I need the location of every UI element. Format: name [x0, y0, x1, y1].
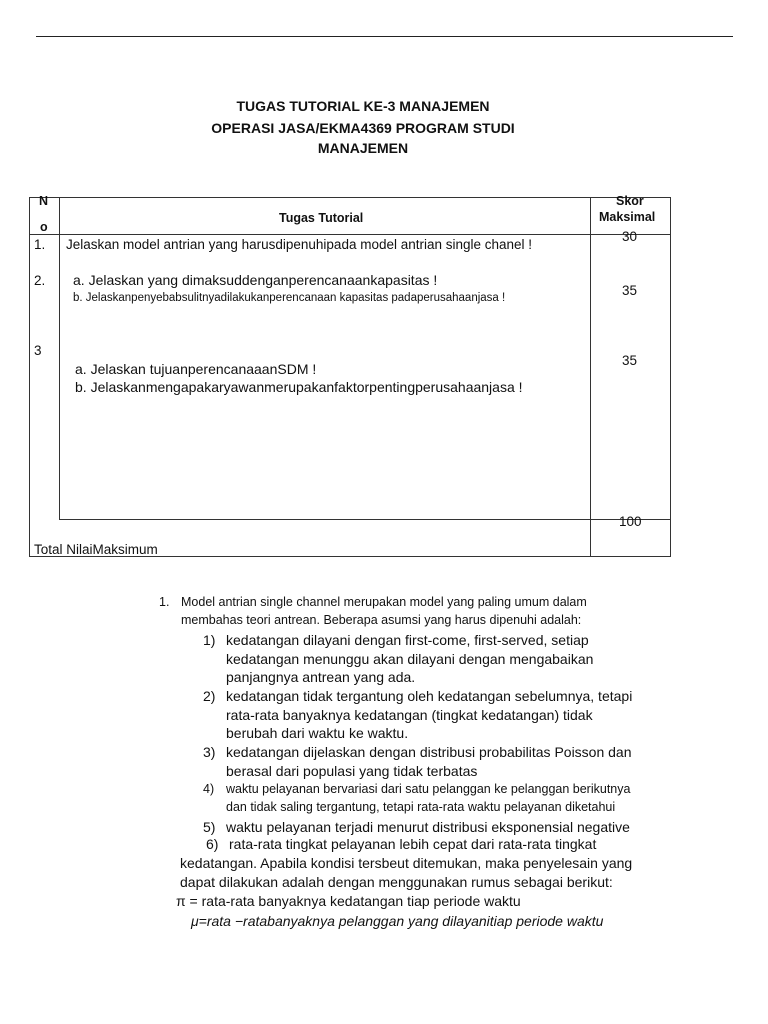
assumption-4-line-2: dan tidak saling tergantung, tetapi rata-rata waktu pelayanan diketahui	[226, 800, 616, 814]
total-score: 100	[619, 514, 642, 529]
formula-pi-line: π = rata-rata banyaknya kedatangan tiap periode waktu	[176, 893, 521, 909]
row-1-no: 1.	[34, 237, 46, 252]
answer-number: 1.	[159, 595, 170, 609]
row-3-score: 35	[622, 353, 638, 368]
assumption-1-line-1: kedatangan dilayani dengan first-come, first-served, setiap	[226, 632, 589, 648]
header-no-n: N	[39, 194, 49, 208]
assumption-2-line-2: rata-rata banyaknya kedatangan (tingkat kedatangan) tidak	[226, 707, 593, 723]
assumption-5-number: 5)	[203, 819, 216, 835]
assumption-2-line-3: berubah dari waktu ke waktu.	[226, 725, 409, 741]
table-col-divider-score	[590, 197, 591, 556]
assumption-3-line-1: kedatangan dijelaskan dengan distribusi probabilitas Poisson dan	[226, 744, 632, 760]
assumption-3-line-2: berasal dari populasi yang tidak terbatas	[226, 763, 478, 779]
assumption-2-line-1: kedatangan tidak tergantung oleh kedatangan sebelumnya, tetapi	[226, 688, 633, 704]
assumption-6-number: 6)	[206, 836, 219, 852]
row-2-no: 2.	[34, 273, 46, 288]
row-2-task-b: b. Jelaskanpenyebabsulitnyadilakukanperencanaan kapasitas padaperusahaanjasa !	[73, 292, 506, 304]
assumption-6-line-1: rata-rata tingkat pelayanan lebih cepat dari rata-rata tingkat	[229, 836, 597, 852]
table-col-divider-no	[59, 197, 60, 520]
answer-intro-line-1: Model antrian single channel merupakan model yang paling umum dalam	[181, 595, 587, 609]
answer-intro-line-2: membahas teori antrean. Beberapa asumsi yang harus dipenuhi adalah:	[181, 613, 582, 627]
header-score-line-2: Maksimal	[599, 210, 656, 224]
title-line-3: MANAJEMEN	[317, 140, 409, 156]
assumption-5-line-1: waktu pelayanan terjadi menurut distribusi eksponensial negative	[226, 819, 630, 835]
total-label: Total NilaiMaksimum	[34, 542, 158, 557]
row-3-task-a: a. Jelaskan tujuanperencanaaanSDM !	[75, 361, 317, 377]
header-no-o: o	[40, 220, 48, 234]
table-border-top	[29, 197, 671, 198]
header-task: Tugas Tutorial	[279, 211, 364, 225]
title-line-1: TUGAS TUTORIAL KE-3 MANAJEMEN	[236, 98, 490, 114]
row-1-score: 30	[622, 229, 638, 244]
assumption-3-number: 3)	[203, 744, 216, 760]
title-line-2: OPERASI JASA/EKMA4369 PROGRAM STUDI	[211, 120, 515, 136]
assumption-4-line-1: waktu pelayanan bervariasi dari satu pelanggan ke pelanggan berikutnya	[226, 782, 631, 796]
top-rule	[36, 36, 733, 37]
table-border-left	[29, 197, 30, 556]
row-1-task: Jelaskan model antrian yang harusdipenuhipada model antrian single chanel !	[66, 237, 533, 252]
assumption-1-line-2: kedatangan menunggu akan dilayani dengan mengabaikan	[226, 651, 594, 667]
table-total-divider	[59, 519, 671, 520]
row-3-task-b: b. Jelaskanmengapakaryawanmerupakanfaktorpentingperusahaanjasa !	[75, 379, 523, 395]
assumption-1-number: 1)	[203, 632, 216, 648]
table-border-right	[670, 197, 671, 556]
continuation-line-1: kedatangan. Apabila kondisi tersbeut ditemukan, maka penyelesain yang	[180, 855, 633, 871]
row-3-no: 3	[34, 343, 42, 358]
header-score-line-1: Skor	[616, 194, 644, 208]
assumption-1-line-3: panjangnya antrean yang ada.	[226, 669, 416, 685]
formula-mu-line: μ=rata −ratabanyaknya pelanggan yang dilayanitiap periode waktu	[191, 913, 604, 929]
row-2-score: 35	[622, 283, 638, 298]
assumption-2-number: 2)	[203, 688, 216, 704]
assumption-4-number: 4)	[203, 782, 215, 796]
continuation-line-2: dapat dilakukan adalah dengan menggunakan rumus sebagai berikut:	[180, 874, 613, 890]
row-2-task-a: a. Jelaskan yang dimaksuddenganperencanaankapasitas !	[73, 272, 438, 288]
table-header-divider	[29, 234, 671, 235]
